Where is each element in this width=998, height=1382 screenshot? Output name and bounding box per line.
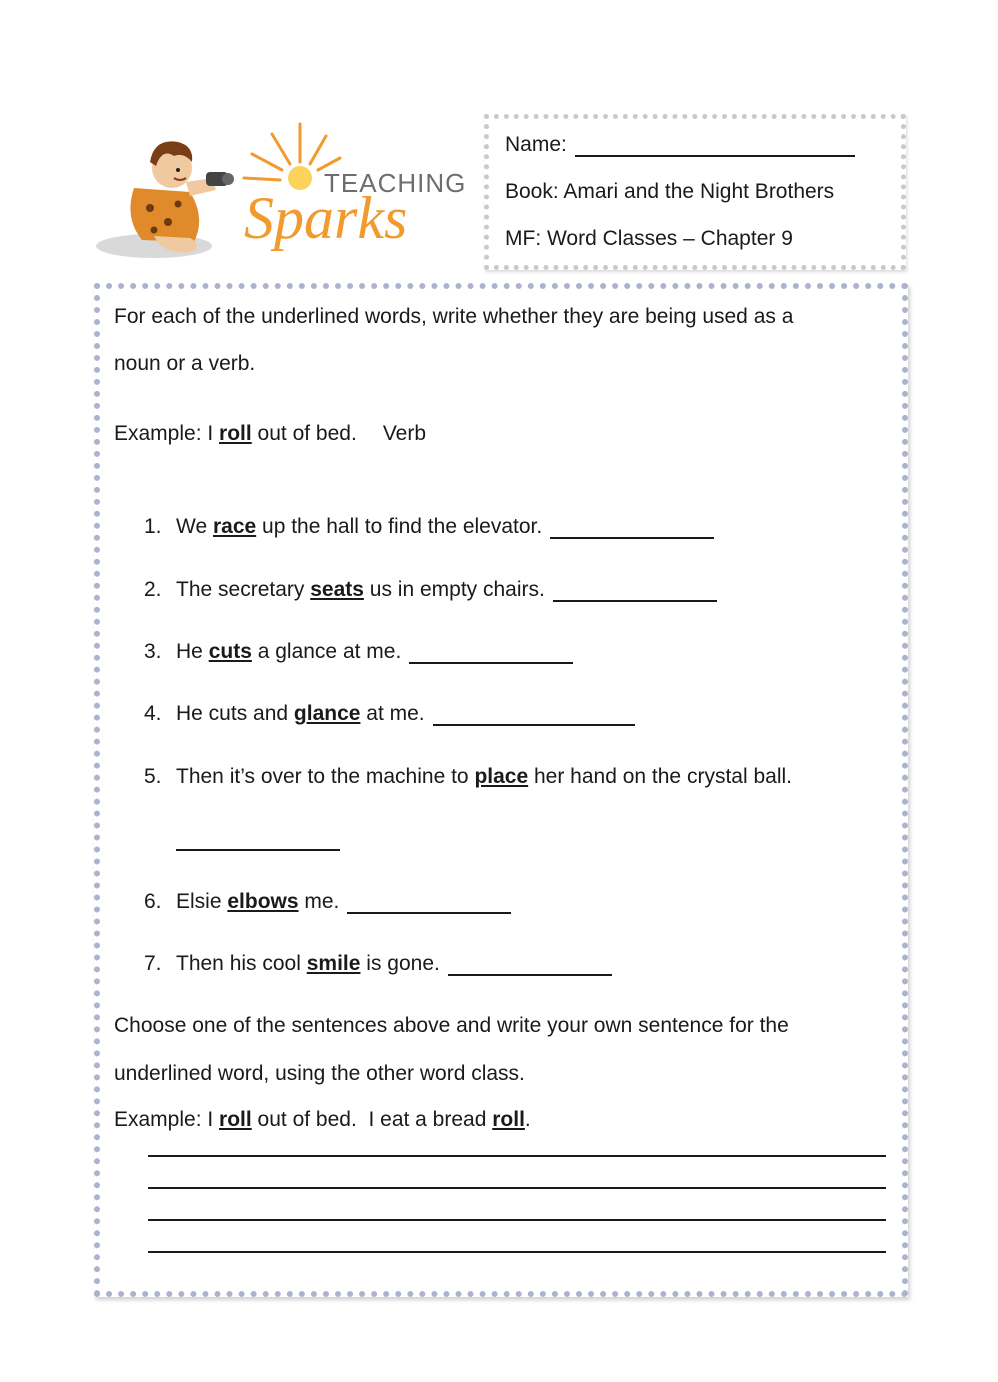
example-sentence: Example: I roll out of bed. Verb — [114, 422, 427, 445]
instructions-line-1: For each of the underlined words, write whether they are being used as a — [114, 305, 794, 328]
question-6: 6. Elsie elbows me. — [144, 888, 511, 916]
name-blank[interactable] — [575, 155, 855, 157]
question-3: 3. He cuts a glance at me. — [144, 638, 573, 666]
question-5-answer — [168, 825, 340, 853]
question-4: 4. He cuts and glance at me. — [144, 700, 635, 728]
name-field[interactable] — [505, 133, 855, 157]
writing-line[interactable] — [148, 1219, 886, 1221]
task2-line-1: Choose one of the sentences above and write your own sentence for the — [114, 1014, 789, 1037]
answer-blank[interactable] — [448, 974, 612, 976]
task-box — [94, 283, 908, 1297]
book-title: Book: Amari and the Night Brothers — [505, 180, 835, 203]
name-label: Name: — [505, 133, 567, 156]
answer-blank[interactable] — [347, 912, 511, 914]
writing-line[interactable] — [148, 1251, 886, 1253]
example-2-sentence: Example: I roll out of bed. I eat a bread roll. — [114, 1108, 531, 1131]
example-underlined-word: roll — [219, 422, 252, 445]
example-answer: Verb — [382, 422, 427, 445]
question-5: 5. Then it’s over to the machine to place her hand on the crystal ball. — [144, 765, 792, 788]
answer-blank[interactable] — [176, 849, 340, 851]
answer-blank[interactable] — [550, 537, 714, 539]
worksheet-topic: MF: Word Classes – Chapter 9 — [505, 227, 793, 250]
caveman-mascot-icon — [96, 141, 234, 258]
answer-blank[interactable] — [409, 662, 573, 664]
teaching-sparks-logo — [94, 118, 470, 268]
question-1: 1. We race up the hall to find the elevator. — [144, 513, 714, 541]
task2-line-2: underlined word, using the other word class. — [114, 1062, 525, 1085]
question-2: 2. The secretary seats us in empty chairs. — [144, 576, 717, 604]
answer-blank[interactable] — [433, 724, 635, 726]
writing-line[interactable] — [148, 1187, 886, 1189]
student-info-box — [484, 114, 906, 270]
writing-line[interactable] — [148, 1155, 886, 1157]
logo-text-sparks: Sparks — [244, 185, 408, 251]
question-7: 7. Then his cool smile is gone. — [144, 950, 612, 978]
instructions-line-2: noun or a verb. — [114, 352, 256, 375]
answer-blank[interactable] — [553, 600, 717, 602]
logo-text-teaching: TEACHING — [324, 168, 467, 198]
